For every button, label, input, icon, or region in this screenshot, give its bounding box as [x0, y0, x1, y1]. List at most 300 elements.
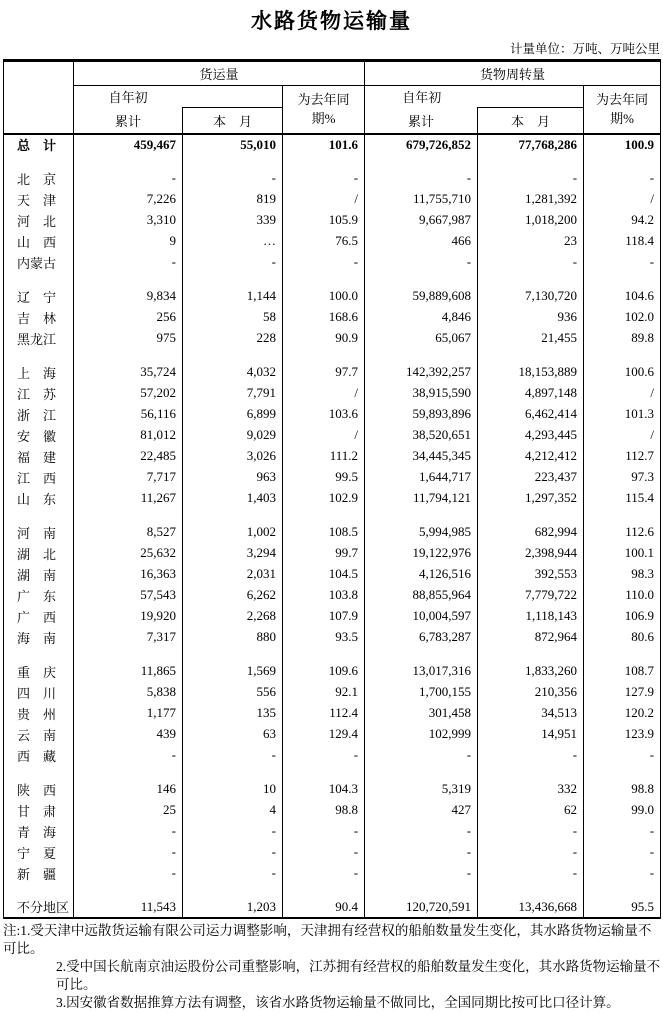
table-cell: 4,897,148	[478, 383, 584, 404]
table-cell: /	[283, 189, 365, 210]
table-cell: 100.0	[283, 286, 365, 307]
col-header-since-start-freight	[74, 86, 283, 108]
table-cell: 1,118,143	[478, 606, 584, 627]
table-cell: 2,268	[183, 606, 283, 627]
table-cell: 59,893,896	[365, 404, 478, 425]
table-cell: 111.2	[283, 446, 365, 467]
table-row	[4, 800, 661, 821]
table-row	[4, 821, 661, 842]
region-name: 四 川	[4, 682, 74, 703]
table-cell: 105.9	[283, 210, 365, 231]
yoy-label: 为去年同期%	[596, 92, 649, 127]
table-cell: 1,297,352	[478, 488, 584, 509]
gap-cell	[74, 509, 183, 522]
table-cell: 13,017,316	[365, 661, 478, 682]
table-cell: -	[183, 863, 283, 884]
table-header	[4, 61, 661, 134]
table-cell: 1,700,155	[365, 682, 478, 703]
group-gap-row	[4, 155, 661, 168]
table-row	[4, 286, 661, 307]
gap-cell	[584, 766, 661, 779]
col-header-cumulative-freight: 累计	[74, 108, 183, 134]
table-cell: 9,029	[183, 425, 283, 446]
group-gap-row	[4, 509, 661, 522]
table-cell: 10,004,597	[365, 606, 478, 627]
table-cell: -	[74, 821, 183, 842]
table-cell: 223,437	[478, 467, 584, 488]
table-cell: 256	[74, 307, 183, 328]
gap-cell	[365, 648, 478, 661]
table-cell: 102,999	[365, 724, 478, 745]
table-cell: 11,543	[74, 897, 183, 918]
table-row	[4, 627, 661, 648]
table-cell: 89.8	[584, 328, 661, 349]
table-cell: -	[478, 168, 584, 189]
table-cell: 22,485	[74, 446, 183, 467]
table-cell: 1,018,200	[478, 210, 584, 231]
table-row	[4, 724, 661, 745]
table-cell: 332	[478, 779, 584, 800]
header-row-sub	[4, 86, 661, 108]
table-cell: 106.9	[584, 606, 661, 627]
table-cell: 109.6	[283, 661, 365, 682]
table-row	[4, 779, 661, 800]
table-row	[4, 362, 661, 383]
region-name: 重 庆	[4, 661, 74, 682]
unit-note: 计量单位：万吨、万吨公里	[509, 42, 660, 56]
table-cell: 99.0	[584, 800, 661, 821]
gap-cell	[365, 349, 478, 362]
table-cell: 682,994	[478, 522, 584, 543]
region-name: 河 南	[4, 522, 74, 543]
gap-cell	[4, 349, 74, 362]
table-cell: 301,458	[365, 703, 478, 724]
table-cell: 1,644,717	[365, 467, 478, 488]
col-header-since-start-turnover	[365, 86, 584, 108]
region-name: 天 津	[4, 189, 74, 210]
table-cell: 9,667,987	[365, 210, 478, 231]
gap-cell	[183, 349, 283, 362]
table-cell: -	[365, 863, 478, 884]
gap-cell	[365, 273, 478, 286]
table-cell: 466	[365, 231, 478, 252]
yoy-label: 为去年同期%	[297, 92, 350, 127]
table-cell: -	[584, 842, 661, 863]
table-cell: 4,846	[365, 307, 478, 328]
table-row	[4, 328, 661, 349]
table-row	[4, 189, 661, 210]
table-cell: 1,144	[183, 286, 283, 307]
table-cell: -	[283, 168, 365, 189]
table-row	[4, 307, 661, 328]
gap-cell	[74, 766, 183, 779]
table-cell: -	[283, 863, 365, 884]
region-name: 福 建	[4, 446, 74, 467]
table-cell: 7,226	[74, 189, 183, 210]
gap-cell	[74, 155, 183, 168]
gap-cell	[4, 884, 74, 897]
table-cell: 6,262	[183, 585, 283, 606]
page-title: 水路货物运输量	[251, 9, 412, 33]
table-cell: 101.3	[584, 404, 661, 425]
table-cell: -	[74, 745, 183, 766]
region-name: 黑龙江	[4, 328, 74, 349]
gap-cell	[183, 884, 283, 897]
col-header-month-turnover: 本 月	[478, 108, 584, 134]
table-cell: 90.9	[283, 328, 365, 349]
gap-cell	[478, 884, 584, 897]
col-header-month-freight: 本 月	[183, 108, 283, 134]
gap-cell	[283, 273, 365, 286]
gap-cell	[183, 155, 283, 168]
table-cell: -	[283, 842, 365, 863]
since-start-label: 自年初	[402, 90, 442, 105]
region-name: 湖 北	[4, 543, 74, 564]
table-cell: 819	[183, 189, 283, 210]
table-cell: 11,755,710	[365, 189, 478, 210]
table-cell: 936	[478, 307, 584, 328]
table-cell: -	[365, 252, 478, 273]
table-cell: 34,445,345	[365, 446, 478, 467]
region-name: 江 西	[4, 467, 74, 488]
table-cell: 62	[478, 800, 584, 821]
col-header-yoy-freight	[283, 86, 365, 134]
region-name: 河 北	[4, 210, 74, 231]
table-cell: -	[365, 821, 478, 842]
gap-cell	[365, 766, 478, 779]
table-cell: 34,513	[478, 703, 584, 724]
table-cell: -	[478, 745, 584, 766]
table-cell: 104.3	[283, 779, 365, 800]
table-cell: 107.9	[283, 606, 365, 627]
table-cell: 25	[74, 800, 183, 821]
table-cell: 129.4	[283, 724, 365, 745]
table-cell: 97.7	[283, 362, 365, 383]
region-name: 山 西	[4, 231, 74, 252]
table-cell: -	[365, 168, 478, 189]
table-cell: 679,726,852	[365, 134, 478, 155]
table-cell: 21,455	[478, 328, 584, 349]
table-cell: 8,527	[74, 522, 183, 543]
table-cell: 98.8	[283, 800, 365, 821]
table-cell: 7,717	[74, 467, 183, 488]
gap-cell	[584, 273, 661, 286]
col-header-cumulative-turnover: 累计	[365, 108, 478, 134]
table-cell: 11,267	[74, 488, 183, 509]
gap-cell	[365, 884, 478, 897]
table-cell: -	[478, 863, 584, 884]
group-gap-row	[4, 884, 661, 897]
gap-cell	[365, 509, 478, 522]
table-cell: 57,543	[74, 585, 183, 606]
table-cell: 439	[74, 724, 183, 745]
table-cell: 115.4	[584, 488, 661, 509]
region-name: 青 海	[4, 821, 74, 842]
gap-cell	[74, 884, 183, 897]
table-cell: 1,203	[183, 897, 283, 918]
gap-cell	[283, 155, 365, 168]
table-cell: 2,031	[183, 564, 283, 585]
table-cell: 59,889,608	[365, 286, 478, 307]
table-cell: 25,632	[74, 543, 183, 564]
table-cell: 81,012	[74, 425, 183, 446]
gap-cell	[584, 648, 661, 661]
table-cell: 228	[183, 328, 283, 349]
table-cell: -	[478, 252, 584, 273]
table-cell: 38,915,590	[365, 383, 478, 404]
table-cell: 10	[183, 779, 283, 800]
table-cell: 99.7	[283, 543, 365, 564]
since-start-label: 自年初	[108, 90, 148, 105]
table-cell: 38,520,651	[365, 425, 478, 446]
table-cell: -	[283, 745, 365, 766]
region-name: 云 南	[4, 724, 74, 745]
region-name: 安 徽	[4, 425, 74, 446]
table-cell: -	[584, 168, 661, 189]
gap-cell	[283, 766, 365, 779]
table-row	[4, 383, 661, 404]
gap-cell	[478, 509, 584, 522]
table-cell: 4,126,516	[365, 564, 478, 585]
gap-cell	[183, 273, 283, 286]
table-cell: 76.5	[283, 231, 365, 252]
table-cell: 100.6	[584, 362, 661, 383]
gap-cell	[478, 766, 584, 779]
table-cell: 13,436,668	[478, 897, 584, 918]
table-cell: 459,467	[74, 134, 183, 155]
table-cell: 392,553	[478, 564, 584, 585]
col-header-yoy-turnover	[584, 86, 661, 134]
table-row	[4, 168, 661, 189]
table-cell: 146	[74, 779, 183, 800]
header-row-groups	[4, 61, 661, 86]
table-cell: 4	[183, 800, 283, 821]
table-row	[4, 564, 661, 585]
table-cell: 7,779,722	[478, 585, 584, 606]
table-cell: 11,794,121	[365, 488, 478, 509]
table-cell: 97.3	[584, 467, 661, 488]
table-cell: 35,724	[74, 362, 183, 383]
table-cell: 98.8	[584, 779, 661, 800]
table-cell: 6,462,414	[478, 404, 584, 425]
table-cell: 104.6	[584, 286, 661, 307]
table-cell: 112.6	[584, 522, 661, 543]
table-row	[4, 252, 661, 273]
table-cell: -	[584, 252, 661, 273]
table-cell: 880	[183, 627, 283, 648]
table-row	[4, 661, 661, 682]
table-cell: 108.7	[584, 661, 661, 682]
region-name: 上 海	[4, 362, 74, 383]
region-name: 陕 西	[4, 779, 74, 800]
table-cell: /	[584, 189, 661, 210]
table-cell: 19,920	[74, 606, 183, 627]
table-cell: 339	[183, 210, 283, 231]
table-row	[4, 446, 661, 467]
table-cell: 1,281,392	[478, 189, 584, 210]
region-name: 吉 林	[4, 307, 74, 328]
table-cell: 5,319	[365, 779, 478, 800]
table-cell: 4,032	[183, 362, 283, 383]
table-cell: 963	[183, 467, 283, 488]
gap-cell	[478, 648, 584, 661]
table-body	[4, 134, 661, 918]
table-cell: 142,392,257	[365, 362, 478, 383]
table-row	[4, 745, 661, 766]
gap-cell	[283, 509, 365, 522]
table-cell: 77,768,286	[478, 134, 584, 155]
group-gap-row	[4, 648, 661, 661]
gap-cell	[4, 766, 74, 779]
table-cell: /	[283, 425, 365, 446]
region-name: 宁 夏	[4, 842, 74, 863]
table-cell: 65,067	[365, 328, 478, 349]
table-cell: -	[183, 745, 283, 766]
gap-cell	[365, 155, 478, 168]
table-cell: 4,293,445	[478, 425, 584, 446]
table-cell: 427	[365, 800, 478, 821]
table-row	[4, 585, 661, 606]
region-name: 广 东	[4, 585, 74, 606]
gap-cell	[183, 648, 283, 661]
table-row	[4, 682, 661, 703]
group-gap-row	[4, 766, 661, 779]
table-cell: 92.1	[283, 682, 365, 703]
table-cell: 58	[183, 307, 283, 328]
region-name: 海 南	[4, 627, 74, 648]
table-cell: 103.8	[283, 585, 365, 606]
table-cell: 210,356	[478, 682, 584, 703]
table-cell: 556	[183, 682, 283, 703]
gap-cell	[584, 349, 661, 362]
table-cell: 6,783,287	[365, 627, 478, 648]
table-row	[4, 522, 661, 543]
region-name: 山 东	[4, 488, 74, 509]
table-cell: 3,026	[183, 446, 283, 467]
region-column-header	[4, 61, 74, 134]
table-cell: 7,130,720	[478, 286, 584, 307]
region-name: 甘 肃	[4, 800, 74, 821]
table-cell: 98.3	[584, 564, 661, 585]
table-cell: 127.9	[584, 682, 661, 703]
table-cell: 16,363	[74, 564, 183, 585]
table-cell: -	[183, 252, 283, 273]
table-cell: 18,153,889	[478, 362, 584, 383]
table-row	[4, 606, 661, 627]
table-cell: -	[74, 842, 183, 863]
gap-cell	[4, 648, 74, 661]
table-cell: /	[584, 383, 661, 404]
table-cell: 112.7	[584, 446, 661, 467]
region-name: 新 疆	[4, 863, 74, 884]
table-cell: 118.4	[584, 231, 661, 252]
region-name: 辽 宁	[4, 286, 74, 307]
table-cell: 2,398,944	[478, 543, 584, 564]
table-cell: 4,212,412	[478, 446, 584, 467]
table-row	[4, 404, 661, 425]
footnote: 注:1.受天津中远散货运输有限公司运力调整影响，天津拥有经营权的船舶数量发生变化，其水路货物运输量不可比。	[3, 922, 652, 956]
table-cell: 100.9	[584, 134, 661, 155]
table-cell: /	[283, 383, 365, 404]
table-cell: 5,838	[74, 682, 183, 703]
table-cell: 1,569	[183, 661, 283, 682]
table-cell: 94.2	[584, 210, 661, 231]
table-cell: -	[283, 821, 365, 842]
region-name: 湖 南	[4, 564, 74, 585]
table-row	[4, 842, 661, 863]
freight-table	[3, 59, 661, 919]
table-cell: 56,116	[74, 404, 183, 425]
table-cell: -	[584, 863, 661, 884]
region-name: 内蒙古	[4, 252, 74, 273]
col-header-freight-volume: 货运量	[74, 61, 365, 86]
table-cell: -	[74, 168, 183, 189]
region-name: 总 计	[4, 134, 74, 155]
gap-cell	[4, 155, 74, 168]
table-row	[4, 897, 661, 918]
gap-cell	[74, 273, 183, 286]
region-name: 广 西	[4, 606, 74, 627]
region-name: 贵 州	[4, 703, 74, 724]
table-row	[4, 134, 661, 155]
table-cell: 168.6	[283, 307, 365, 328]
table-cell: -	[478, 842, 584, 863]
region-name: 江 苏	[4, 383, 74, 404]
table-cell: 104.5	[283, 564, 365, 585]
table-cell: 9,834	[74, 286, 183, 307]
table-cell: 5,994,985	[365, 522, 478, 543]
table-cell: 108.5	[283, 522, 365, 543]
table-cell: 99.5	[283, 467, 365, 488]
table-cell: 55,010	[183, 134, 283, 155]
table-cell: 3,294	[183, 543, 283, 564]
table-cell: 103.6	[283, 404, 365, 425]
gap-cell	[478, 349, 584, 362]
table-cell: 7,791	[183, 383, 283, 404]
table-row	[4, 210, 661, 231]
table-cell: 14,951	[478, 724, 584, 745]
table-cell: -	[584, 821, 661, 842]
table-cell: 9	[74, 231, 183, 252]
table-cell: -	[183, 842, 283, 863]
table-cell: 102.0	[584, 307, 661, 328]
table-row	[4, 703, 661, 724]
group-gap-row	[4, 273, 661, 286]
table-cell: -	[74, 863, 183, 884]
table-cell: 135	[183, 703, 283, 724]
gap-cell	[283, 648, 365, 661]
footnote: 3.因安徽省数据推算方法有调整，该省水路货物运输量不做同比，全国同期比按可比口径计算。	[56, 994, 620, 1010]
table-cell: 1,833,260	[478, 661, 584, 682]
gap-cell	[4, 273, 74, 286]
table-cell: -	[183, 168, 283, 189]
table-cell: 23	[478, 231, 584, 252]
table-cell: -	[365, 842, 478, 863]
table-cell: 6,899	[183, 404, 283, 425]
table-cell: 7,317	[74, 627, 183, 648]
col-header-turnover: 货物周转量	[365, 61, 661, 86]
region-name: 西 藏	[4, 745, 74, 766]
region-name: 北 京	[4, 168, 74, 189]
table-cell: -	[584, 745, 661, 766]
table-cell: 57,202	[74, 383, 183, 404]
gap-cell	[283, 884, 365, 897]
gap-cell	[584, 509, 661, 522]
gap-cell	[74, 349, 183, 362]
table-cell: …	[183, 231, 283, 252]
table-row	[4, 231, 661, 252]
table-cell: 19,122,976	[365, 543, 478, 564]
